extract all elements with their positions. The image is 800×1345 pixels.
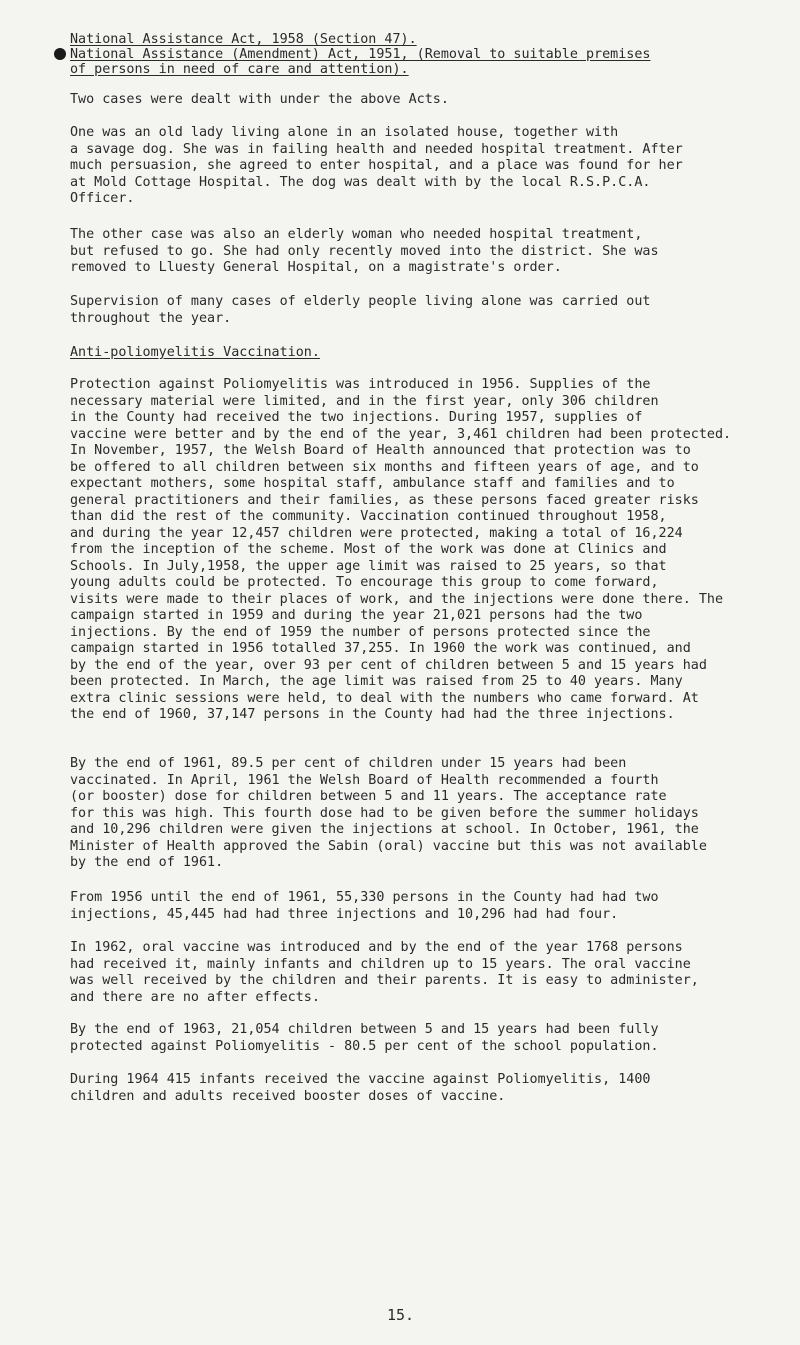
text-line: injections. By the end of 1959 the number of persons protected since the	[70, 624, 651, 640]
text-line: was well received by the children and their parents. It is easy to administer,	[70, 973, 699, 988]
text-line: campaign started in 1956 totalled 37,255. In 1960 the work was continued, and	[70, 641, 691, 656]
text-line: In 1962, oral vaccine was introduced and by the end of the year 1768 persons	[70, 940, 683, 955]
text-line: for this was high. This fourth dose had to be given before the summer holidays	[70, 805, 699, 821]
text-line: Protection against Poliomyelitis was introduced in 1956. Supplies of the	[70, 377, 651, 392]
paragraph-oral-vaccine-1962	[70, 940, 790, 1006]
paragraph-case-two	[70, 227, 790, 277]
text-line: throughout the year.	[70, 310, 232, 326]
punch-hole-icon	[54, 48, 66, 60]
text-line: at Mold Cottage Hospital. The dog was dealt with by the local R.S.P.C.A.	[70, 174, 651, 190]
text-line: general practitioners and their families, as these persons faced greater risks	[70, 492, 699, 508]
text-line: Minister of Health approved the Sabin (oral) vaccine but this was not available	[70, 838, 707, 854]
paragraph-1964	[70, 1072, 790, 1105]
page-number: 15.	[387, 1306, 415, 1324]
text-line: but refused to go. She had only recently moved into the district. She was	[70, 243, 659, 259]
heading-line-2: National Assistance (Amendment) Act, 1951, (Removal to suitable premises	[70, 47, 651, 62]
text-line: protected against Poliomyelitis - 80.5 per cent of the school population.	[70, 1038, 659, 1054]
text-line: removed to Lluesty General Hospital, on a magistrate's order.	[70, 260, 562, 275]
text-line: a savage dog. She was in failing health and needed hospital treatment. After	[70, 141, 683, 157]
text-line: and during the year 12,457 children were protected, making a total of 16,224	[70, 525, 683, 541]
text-line: (or booster) dose for children between 5 and 11 years. The acceptance rate	[70, 789, 667, 804]
text-line: from the inception of the scheme. Most of the work was done at Clinics and	[70, 542, 667, 557]
text-line: much persuasion, she agreed to enter hospital, and a place was found for her	[70, 158, 683, 173]
text-line: Officer.	[70, 191, 135, 206]
paragraph-polio-history	[70, 377, 790, 724]
paragraph-totals-1956-1961	[70, 890, 790, 923]
heading-line-1: National Assistance Act, 1958 (Section 47).	[70, 32, 417, 47]
text-line: vaccine were better and by the end of the year, 3,461 children had been protected.	[70, 426, 732, 442]
paragraph-1961-vaccination	[70, 756, 790, 872]
text-line: vaccinated. In April, 1961 the Welsh Board of Health recommended a fourth	[70, 772, 659, 788]
text-line: By the end of 1963, 21,054 children between 5 and 15 years had been fully	[70, 1022, 659, 1037]
text-line: than did the rest of the community. Vaccination continued throughout 1958,	[70, 509, 667, 524]
text-line: by the end of 1961.	[70, 855, 224, 870]
text-line: During 1964 415 infants received the vaccine against Poliomyelitis, 1400	[70, 1072, 651, 1087]
text-line: campaign started in 1959 and during the year 21,021 persons had the two	[70, 608, 643, 623]
text-line: had received it, mainly infants and children up to 15 years. The oral vaccine	[70, 956, 691, 972]
text-line: Schools. In July,1958, the upper age limit was raised to 25 years, so that	[70, 558, 667, 574]
text-line: expectant mothers, some hospital staff, ambulance staff and families and to	[70, 476, 675, 491]
text-line: The other case was also an elderly woman who needed hospital treatment,	[70, 227, 643, 242]
text-line: children and adults received booster doses of vaccine.	[70, 1088, 506, 1104]
paragraph-case-one	[70, 125, 790, 208]
text-line: be offered to all children between six months and fifteen years of age, and to	[70, 459, 699, 475]
text-line: necessary material were limited, and in the first year, only 306 children	[70, 393, 659, 409]
text-line: Supervision of many cases of elderly people living alone was carried out	[70, 294, 651, 309]
text-line: and 10,296 children were given the injections at school. In October, 1961, the	[70, 822, 699, 837]
paragraph-supervision	[70, 294, 790, 327]
text-line: Two cases were dealt with under the above Acts.	[70, 92, 449, 107]
text-line: and there are no after effects.	[70, 989, 320, 1005]
heading-line-3: of persons in need of care and attention).	[70, 62, 409, 77]
text-line: been protected. In March, the age limit was raised from 25 to 40 years. Many	[70, 674, 683, 689]
paragraph-1963	[70, 1022, 790, 1055]
text-line: injections, 45,445 had had three injections and 10,296 had had four.	[70, 906, 619, 922]
text-line: in the County had received the two injections. During 1957, supplies of	[70, 410, 643, 425]
paragraph-intro	[70, 92, 790, 109]
text-line: From 1956 until the end of 1961, 55,330 persons in the County had had two	[70, 890, 659, 905]
text-line: extra clinic sessions were held, to deal with the numbers who came forward. At	[70, 690, 699, 706]
text-line: In November, 1957, the Welsh Board of Health announced that protection was to	[70, 443, 691, 458]
text-line: visits were made to their places of work, and the injections were done there. The	[70, 591, 724, 607]
text-line: the end of 1960, 37,147 persons in the County had had the three injections.	[70, 707, 675, 722]
text-line: by the end of the year, over 93 per cent of children between 5 and 15 years had	[70, 657, 707, 673]
text-line: One was an old lady living alone in an isolated house, together with	[70, 125, 619, 140]
text-line: By the end of 1961, 89.5 per cent of children under 15 years had been	[70, 756, 627, 771]
text-line: young adults could be protected. To encourage this group to come forward,	[70, 575, 659, 590]
section-heading-polio: Anti-poliomyelitis Vaccination.	[70, 345, 320, 360]
